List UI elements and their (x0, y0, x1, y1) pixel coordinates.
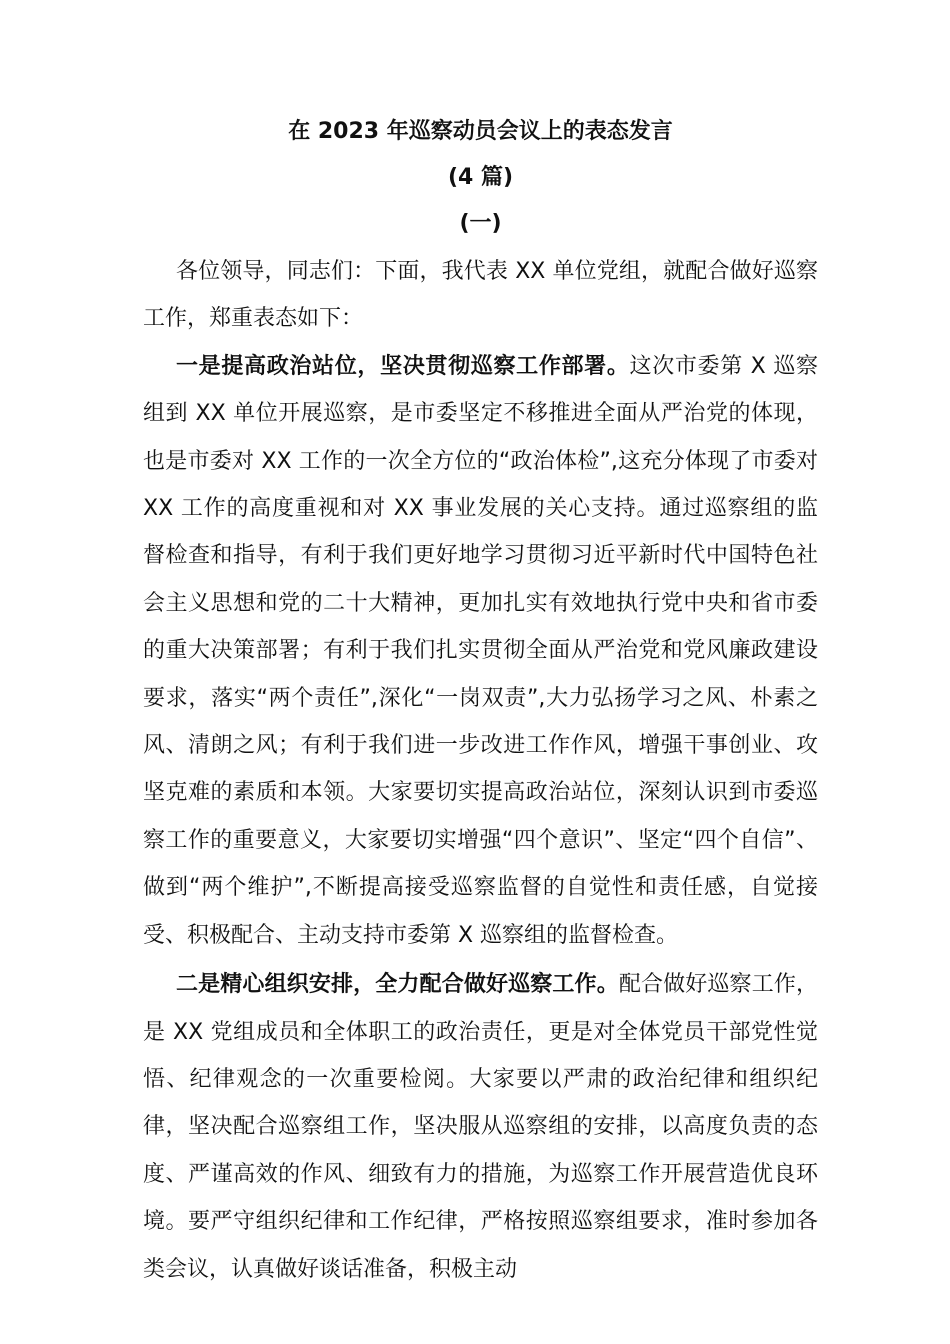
paragraph-opening (143, 248, 818, 343)
paragraph-point-two (143, 961, 818, 1293)
paragraph-lead: 一是提高政治站位，坚决贯彻巡察工作部署。 (176, 353, 630, 379)
document-subtitle: (4 篇) (447, 165, 514, 190)
section-heading: (一) (459, 211, 502, 236)
document-body (143, 106, 818, 1293)
paragraph-lead: 二是精心组织安排，全力配合做好巡察工作。 (176, 972, 619, 998)
paragraph-text: 各位领导，同志们：下面，我代表 XX 单位党组，就配合做好巡察工作，郑重表态如下： (143, 259, 818, 332)
document-title: 在 2023 年巡察动员会议上的表态发言 (288, 119, 673, 144)
paragraph-text: 配合做好巡察工作，是 XX 党组成员和全体职工的政治责任，更是对全体党员干部党性觉悟、纪律观念的一次重要检阅。大家要以严肃的政治纪律和组织纪律，坚决配合巡察组工作，坚决服从巡察组的安排，以高度负责的态度、严谨高效的作风、细致有力的措施，为巡察工作开展营造优良环境。要严守组织纪律和工作纪律，严格按照巡察组要求，准时参加各类会议，认真做好谈话准备，积极主动 (143, 972, 818, 1282)
paragraph-point-one (143, 343, 818, 959)
paragraph-text: 这次市委第 X 巡察组到 XX 单位开展巡察，是市委坚定不移推进全面从严治党的体现，也是市委对 XX 工作的一次全方位的“政治体检”,这充分体现了市委对 XX 工作的高度重视和对 XX 事业发展的关心支持。通过巡察组的监督检查和指导，有利于我们更好地学习贯彻习近平新时代中国特色社会主义思想和党的二十大精神，更加扎实有效地执行党中央和省市委的重大决策部署；有利于我们扎实贯彻全面从严治党和党风廉政建设要求，落实“两个责任”,深化“一岗双责”,大力弘扬学习之风、朴素之风、清朗之风；有利于我们进一步改进工作作风，增强干事创业、攻坚克难的素质和本领。大家要切实提高政治站位，深刻认识到市委巡察工作的重要意义，大家要切实增强“四个意识”、坚定“四个自信”、做到“两个维护”,不断提高接受巡察监督的自觉性和责任感，自觉接受、积极配合、主动支持市委第 X 巡察组的监督检查。 (143, 353, 818, 948)
